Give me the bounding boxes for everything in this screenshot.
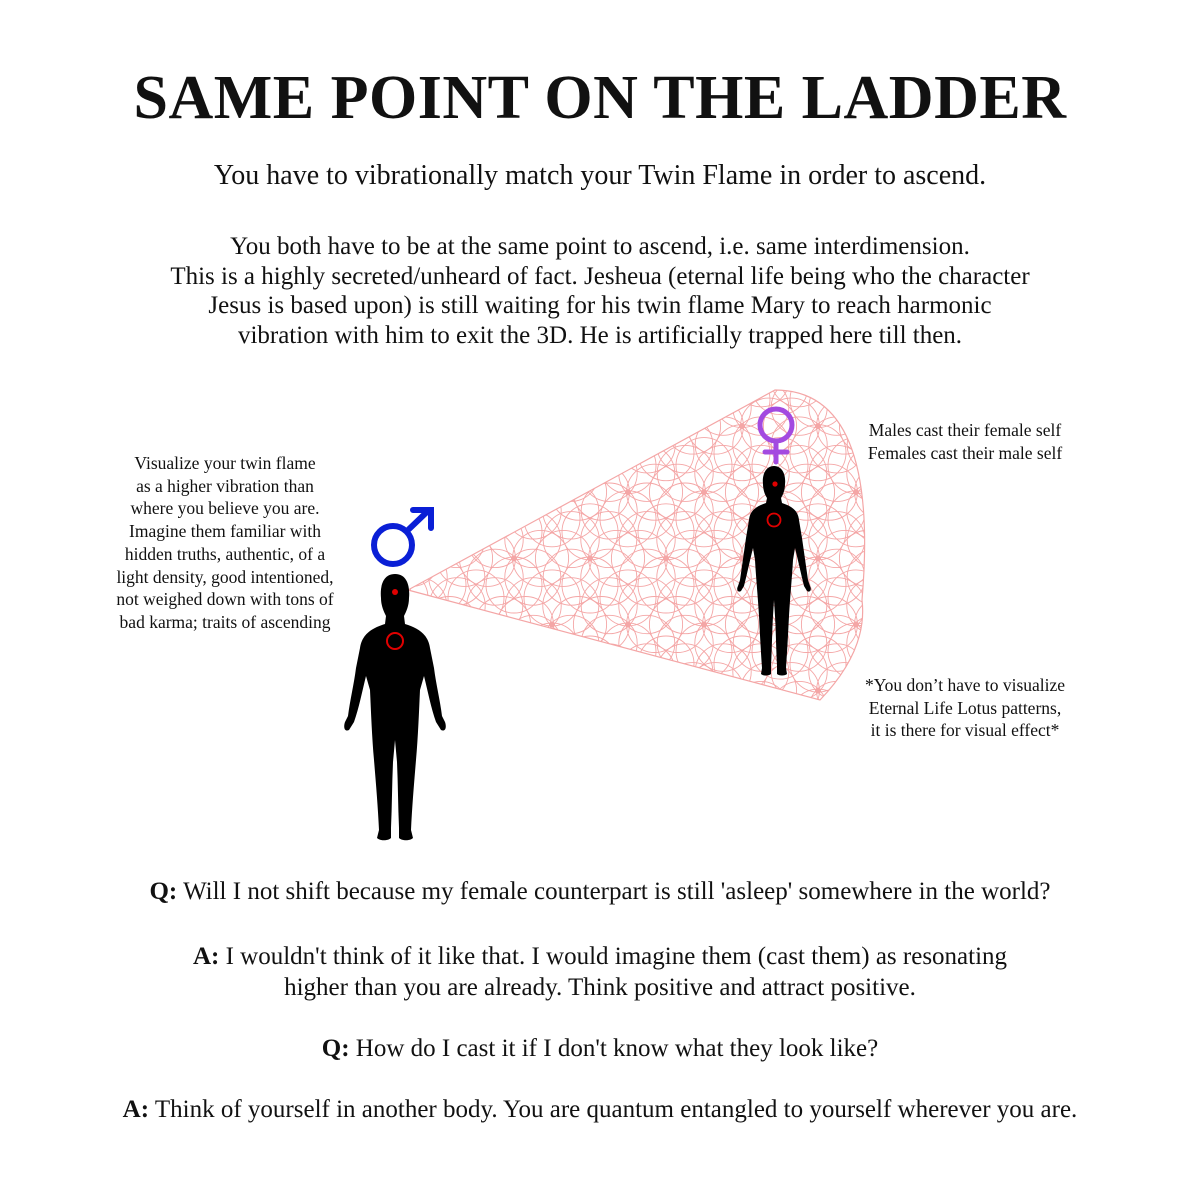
left-note-line: light density, good intentioned, [116, 566, 334, 587]
qa-text: Think of yourself in another body. You are quantum entangled to yourself wherever you are. [154, 1096, 1078, 1123]
right-note [840, 419, 1090, 464]
qa-label: A: [192, 943, 220, 970]
footnote-line: *You don’t have to visualize [864, 675, 1066, 695]
subtitle: You have to vibrationally match your Twin Flame in order to ascend. [213, 160, 987, 191]
right-note-line: Males cast their female self [868, 420, 1062, 440]
third-eye-dot [772, 481, 777, 486]
page-title: SAME POINT ON THE LADDER [133, 64, 1067, 132]
qa-text: How do I cast it if I don't know what they look like? [355, 1035, 879, 1062]
third-eye-dot [392, 589, 398, 595]
qa-text: I wouldn't think of it like that. I would imagine them (cast them) as resonating [225, 943, 1008, 970]
paragraph-line: Jesus is based upon) is still waiting for his twin flame Mary to reach harmonic [208, 292, 992, 319]
male-figure [344, 510, 446, 840]
left-note-line: not weighed down with tons of [116, 589, 334, 610]
qa-block [40, 1094, 1160, 1125]
qa-block [40, 941, 1160, 1003]
left-note-line: Visualize your twin flame [134, 453, 316, 473]
qa-text: Will I not shift because my female counterpart is still 'asleep' somewhere in the world? [183, 878, 1051, 905]
left-note-line: as a higher vibration than [136, 475, 314, 496]
paragraph-line: vibration with him to exit the 3D. He is artificially trapped here till then. [237, 321, 963, 349]
footnote-line: it is there for visual effect* [870, 720, 1060, 741]
left-note-line: where you believe you are. [130, 498, 320, 519]
qa-block [40, 1033, 1160, 1064]
paragraph-line: You both have to be at the same point to ascend, i.e. same interdimension. [230, 233, 970, 260]
left-note-line: bad karma; traits of ascending [119, 611, 331, 632]
qa-block [40, 876, 1160, 907]
footnote [840, 674, 1090, 742]
qa-label: Q: [321, 1035, 350, 1062]
footnote-line: Eternal Life Lotus patterns, [868, 697, 1062, 718]
qa-label: Q: [149, 878, 178, 905]
left-note [95, 452, 355, 634]
right-note-line: Females cast their male self [867, 442, 1063, 463]
venus-symbol-icon [760, 409, 792, 462]
qa-text: higher than you are already. Think positive and attract positive. [284, 974, 916, 1001]
left-note-line: hidden truths, authentic, of a [124, 543, 326, 564]
qa-label: A: [122, 1096, 150, 1123]
male-silhouette [344, 574, 446, 840]
mars-symbol-icon [374, 510, 431, 564]
paragraph-line: This is a highly secreted/unheard of fact. Jesheua (eternal life being who the character [170, 262, 1030, 290]
left-note-line: Imagine them familiar with [129, 521, 321, 542]
